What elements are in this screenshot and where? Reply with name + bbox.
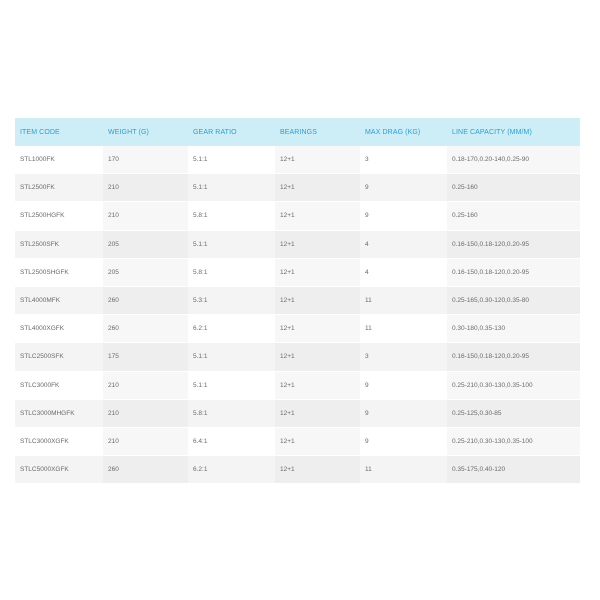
cell-weight: 260: [103, 456, 188, 484]
cell-weight: 260: [103, 286, 188, 314]
cell-weight: 205: [103, 230, 188, 258]
cell-weight: 210: [103, 427, 188, 455]
cell-max-drag: 4: [360, 258, 447, 286]
table-row: [15, 174, 580, 202]
cell-max-drag: 9: [360, 202, 447, 230]
table-row: [15, 315, 580, 343]
cell-weight: 260: [103, 315, 188, 343]
cell-bearings: 12+1: [275, 371, 360, 399]
cell-weight: 170: [103, 146, 188, 174]
cell-line-capacity: 0.18-170,0.20-140,0.25-90: [447, 146, 580, 174]
cell-max-drag: 11: [360, 456, 447, 484]
cell-line-capacity: 0.25-165,0.30-120,0.35-80: [447, 286, 580, 314]
header-bearings: BEARINGS: [275, 118, 360, 146]
cell-max-drag: 11: [360, 315, 447, 343]
cell-bearings: 12+1: [275, 286, 360, 314]
cell-bearings: 12+1: [275, 258, 360, 286]
cell-bearings: 12+1: [275, 174, 360, 202]
cell-bearings: 12+1: [275, 399, 360, 427]
cell-bearings: 12+1: [275, 202, 360, 230]
cell-item-code: STLC3000FK: [15, 371, 103, 399]
table-row: [15, 371, 580, 399]
cell-gear-ratio: 5.1:1: [188, 230, 275, 258]
cell-gear-ratio: 6.2:1: [188, 456, 275, 484]
cell-line-capacity: 0.25-160: [447, 174, 580, 202]
cell-item-code: STL1000FK: [15, 146, 103, 174]
cell-item-code: STLC2500SFK: [15, 343, 103, 371]
cell-item-code: STLC5000XGFK: [15, 456, 103, 484]
cell-line-capacity: 0.25-210,0.30-130,0.35-100: [447, 371, 580, 399]
cell-bearings: 12+1: [275, 230, 360, 258]
cell-bearings: 12+1: [275, 456, 360, 484]
cell-item-code: STL2500HGFK: [15, 202, 103, 230]
table-row: [15, 202, 580, 230]
table-body: [15, 146, 580, 484]
cell-bearings: 12+1: [275, 427, 360, 455]
cell-gear-ratio: 5.8:1: [188, 399, 275, 427]
cell-max-drag: 11: [360, 286, 447, 314]
cell-item-code: STLC3000MHGFK: [15, 399, 103, 427]
cell-line-capacity: 0.16-150,0.18-120,0.20-95: [447, 258, 580, 286]
table-row: [15, 230, 580, 258]
cell-line-capacity: 0.35-175,0.40-120: [447, 456, 580, 484]
cell-item-code: STL4000MFK: [15, 286, 103, 314]
cell-item-code: STL2500SHGFK: [15, 258, 103, 286]
cell-max-drag: 9: [360, 427, 447, 455]
cell-line-capacity: 0.25-125,0.30-85: [447, 399, 580, 427]
cell-weight: 210: [103, 202, 188, 230]
cell-bearings: 12+1: [275, 146, 360, 174]
table-row: [15, 146, 580, 174]
cell-gear-ratio: 5.3:1: [188, 286, 275, 314]
header-max-drag: MAX DRAG (KG): [360, 118, 447, 146]
cell-max-drag: 4: [360, 230, 447, 258]
cell-gear-ratio: 5.1:1: [188, 343, 275, 371]
cell-bearings: 12+1: [275, 315, 360, 343]
cell-bearings: 12+1: [275, 343, 360, 371]
header-line-capacity: LINE CAPACITY (MM/M): [447, 118, 580, 146]
cell-item-code: STL2500SFK: [15, 230, 103, 258]
cell-gear-ratio: 5.1:1: [188, 146, 275, 174]
cell-weight: 175: [103, 343, 188, 371]
cell-max-drag: 9: [360, 174, 447, 202]
cell-weight: 205: [103, 258, 188, 286]
cell-weight: 210: [103, 399, 188, 427]
cell-item-code: STL4000XGFK: [15, 315, 103, 343]
table-row: [15, 427, 580, 455]
table-row: [15, 343, 580, 371]
cell-line-capacity: 0.25-160: [447, 202, 580, 230]
cell-weight: 210: [103, 174, 188, 202]
cell-max-drag: 3: [360, 146, 447, 174]
cell-max-drag: 9: [360, 399, 447, 427]
cell-weight: 210: [103, 371, 188, 399]
cell-item-code: STL2500FK: [15, 174, 103, 202]
spec-table: [15, 118, 580, 484]
cell-gear-ratio: 6.2:1: [188, 315, 275, 343]
table-row: [15, 456, 580, 484]
cell-line-capacity: 0.25-210,0.30-130,0.35-100: [447, 427, 580, 455]
cell-max-drag: 9: [360, 371, 447, 399]
cell-gear-ratio: 6.4:1: [188, 427, 275, 455]
cell-line-capacity: 0.30-180,0.35-130: [447, 315, 580, 343]
table-row: [15, 286, 580, 314]
cell-line-capacity: 0.16-150,0.18-120,0.20-95: [447, 343, 580, 371]
cell-max-drag: 3: [360, 343, 447, 371]
cell-gear-ratio: 5.8:1: [188, 202, 275, 230]
table-header-row: [15, 118, 580, 146]
header-gear-ratio: GEAR RATIO: [188, 118, 275, 146]
header-item-code: ITEM CODE: [15, 118, 103, 146]
header-weight: WEIGHT (G): [103, 118, 188, 146]
table-row: [15, 399, 580, 427]
cell-item-code: STLC3000XGFK: [15, 427, 103, 455]
cell-gear-ratio: 5.1:1: [188, 174, 275, 202]
cell-gear-ratio: 5.1:1: [188, 371, 275, 399]
cell-gear-ratio: 5.8:1: [188, 258, 275, 286]
cell-line-capacity: 0.16-150,0.18-120,0.20-95: [447, 230, 580, 258]
table-row: [15, 258, 580, 286]
